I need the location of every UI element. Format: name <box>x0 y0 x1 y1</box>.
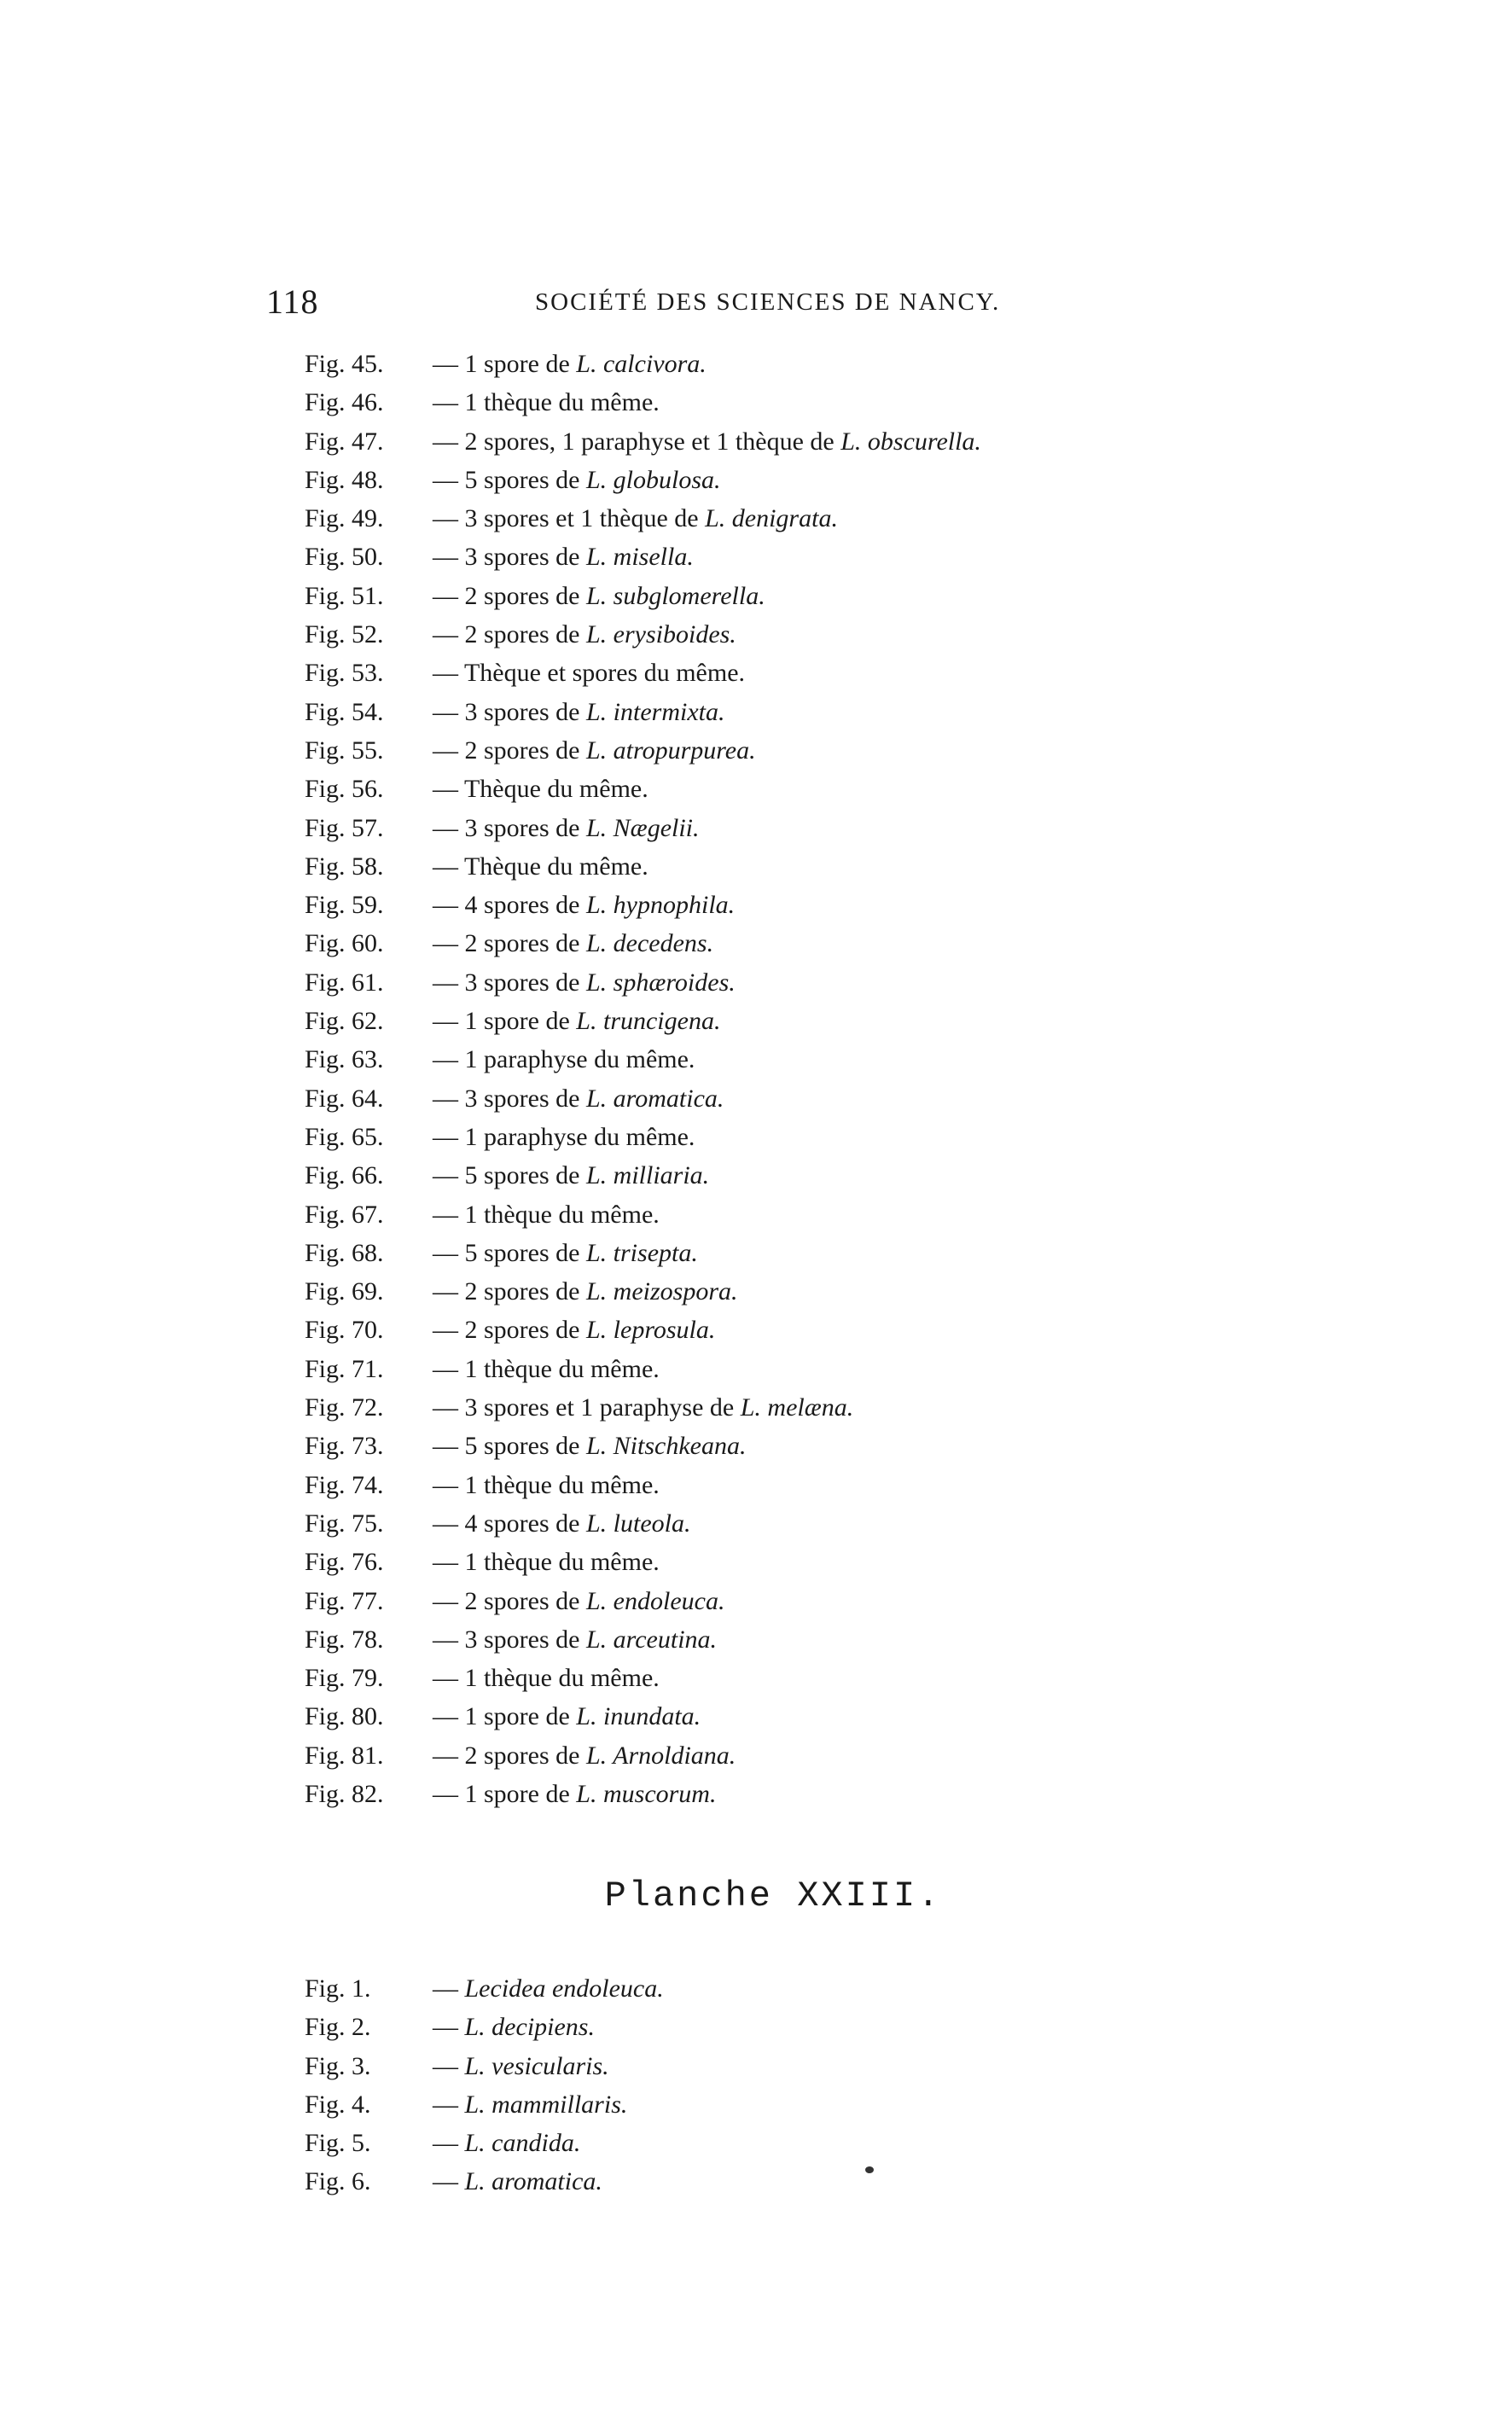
species-name: L. inundata. <box>576 1702 701 1731</box>
figure-caption <box>305 1504 981 1543</box>
figure-description: — 3 spores de <box>433 697 586 726</box>
species-name: L. misella. <box>585 543 694 572</box>
figure-label: Fig. 67. <box>305 1200 384 1229</box>
species-name: L. candida. <box>464 2129 581 2158</box>
species-name: Lecidea endoleuca. <box>464 1974 664 2003</box>
figure-description: — 2 spores de <box>433 620 586 649</box>
figure-caption <box>305 2124 664 2162</box>
figure-description: — 1 thèque du même. <box>433 1664 660 1693</box>
figure-label: Fig. 77. <box>305 1586 384 1615</box>
figure-label: Fig. 54. <box>305 697 384 726</box>
figure-label: Fig. 64. <box>305 1084 384 1113</box>
figure-label: Fig. 46. <box>305 388 384 417</box>
figure-description: — 4 spores de <box>433 891 586 920</box>
species-name: L. globulosa. <box>585 465 721 494</box>
figure-label: Fig. 82. <box>305 1779 384 1808</box>
figure-caption <box>305 1659 981 1697</box>
figure-description: — 1 paraphyse du même. <box>433 1122 695 1151</box>
species-name: L. milliaria. <box>585 1161 710 1190</box>
figure-caption <box>305 1156 981 1195</box>
figure-description: — 1 thèque du même. <box>433 1470 660 1499</box>
figure-caption <box>305 654 981 692</box>
figure-label: Fig. 51. <box>305 581 384 610</box>
figure-description: — 1 spore de <box>433 1779 577 1808</box>
figure-description: — 3 spores de <box>433 543 586 572</box>
figure-caption <box>305 461 981 499</box>
species-name: L. subglomerella. <box>585 581 765 610</box>
figure-description: — 2 spores de <box>433 1277 586 1306</box>
figure-caption <box>305 615 981 654</box>
species-name: L. atropurpurea. <box>585 736 756 765</box>
figure-caption <box>305 1272 981 1311</box>
figure-description: — 1 spore de <box>433 350 577 378</box>
species-name: L. leprosula. <box>585 1316 716 1345</box>
figure-label: Fig. 55. <box>305 736 384 765</box>
figure-label: Fig. 49. <box>305 504 384 533</box>
figure-caption <box>305 1195 981 1234</box>
figure-label: Fig. 76. <box>305 1548 384 1577</box>
figure-caption <box>305 1697 981 1736</box>
species-name: L. vesicularis. <box>464 2051 609 2080</box>
figure-description: — 1 spore de <box>433 1702 577 1731</box>
species-name: L. trisepta. <box>585 1238 698 1267</box>
species-name: L. decipiens. <box>464 2013 595 2042</box>
figure-caption <box>305 963 981 1002</box>
figure-description: — 3 spores et 1 paraphyse de <box>433 1393 741 1422</box>
figure-label: Fig. 58. <box>305 852 384 881</box>
running-head <box>266 282 1034 333</box>
figure-caption <box>305 1466 981 1504</box>
species-name: L. obscurella. <box>840 427 981 456</box>
species-name: L. aromatica. <box>585 1084 724 1113</box>
figure-label: Fig. 81. <box>305 1741 384 1770</box>
figure-description: — 2 spores de <box>433 1741 586 1770</box>
figure-caption <box>305 693 981 731</box>
species-name: L. decedens. <box>585 929 714 958</box>
figure-description: — 3 spores de <box>433 1084 586 1113</box>
figure-label: Fig. 48. <box>305 465 384 494</box>
figure-caption <box>305 1620 981 1659</box>
figure-label: Fig. 78. <box>305 1625 384 1654</box>
figure-description: — 2 spores, 1 paraphyse et 1 thèque de <box>433 427 841 456</box>
figure-label: Fig. 53. <box>305 659 384 688</box>
figure-label: Fig. 68. <box>305 1238 384 1267</box>
figure-label: Fig. 59. <box>305 891 384 920</box>
figure-label: Fig. 79. <box>305 1664 384 1693</box>
figure-caption <box>305 924 981 962</box>
figure-description: — <box>433 2051 465 2080</box>
figure-description: — <box>433 2167 465 2196</box>
figure-description: — 1 spore de <box>433 1007 577 1036</box>
figure-caption <box>305 1388 981 1427</box>
figure-label: Fig. 47. <box>305 427 384 456</box>
species-name: L. sphæroides. <box>585 968 736 997</box>
figure-description: — 5 spores de <box>433 1238 586 1267</box>
figure-caption <box>305 2047 664 2085</box>
figure-description: — 2 spores de <box>433 929 586 958</box>
species-name: L. hypnophila. <box>585 891 736 920</box>
species-name: L. arceutina. <box>585 1625 718 1654</box>
figure-description: — 1 thèque du même. <box>433 388 660 417</box>
species-name: L. Arnoldiana. <box>585 1741 736 1770</box>
figure-caption <box>305 577 981 615</box>
figure-description: — 3 spores et 1 thèque de <box>433 504 706 533</box>
figure-description: — 5 spores de <box>433 465 586 494</box>
species-name: L. Nægelii. <box>585 813 700 842</box>
figure-description: — 1 thèque du même. <box>433 1354 660 1383</box>
figure-description: — 2 spores de <box>433 581 586 610</box>
figure-caption <box>305 1002 981 1040</box>
figure-caption <box>305 1079 981 1118</box>
figure-description: — 2 spores de <box>433 1586 586 1615</box>
figure-caption <box>305 1040 981 1079</box>
figure-caption <box>305 1234 981 1272</box>
species-name: L. denigrata. <box>705 504 838 533</box>
figure-description: — Thèque et spores du même. <box>433 659 746 688</box>
figure-label: Fig. 4. <box>305 2090 371 2119</box>
figure-label: Fig. 72. <box>305 1393 384 1422</box>
figure-label: Fig. 6. <box>305 2167 371 2196</box>
figure-caption <box>305 383 981 422</box>
species-name: L. intermixta. <box>585 697 725 726</box>
figure-label: Fig. 5. <box>305 2129 371 2158</box>
figure-description: — Thèque du même. <box>433 852 648 881</box>
species-name: L. erysiboides. <box>585 620 736 649</box>
figure-caption <box>305 847 981 886</box>
plate-heading <box>0 1875 1512 1916</box>
figure-caption <box>305 2085 664 2124</box>
figure-caption <box>305 1736 981 1775</box>
figure-label: Fig. 71. <box>305 1354 384 1383</box>
species-name: L. muscorum. <box>576 1779 717 1808</box>
figure-description: — 2 spores de <box>433 1316 586 1345</box>
figure-description: — 1 thèque du même. <box>433 1548 660 1577</box>
plate-figure-list <box>305 1969 664 2201</box>
figure-label: Fig. 73. <box>305 1432 384 1461</box>
species-name: L. meizospora. <box>585 1277 738 1306</box>
figure-caption <box>305 538 981 576</box>
figure-description: — 3 spores de <box>433 1625 586 1654</box>
figure-description: — <box>433 2090 465 2119</box>
figure-label: Fig. 70. <box>305 1316 384 1345</box>
figure-label: Fig. 74. <box>305 1470 384 1499</box>
figure-caption <box>305 422 981 461</box>
journal-title: SOCIÉTÉ DES SCIENCES DE NANCY. <box>535 288 1001 316</box>
figure-label: Fig. 69. <box>305 1277 384 1306</box>
species-name: L. melæna. <box>740 1393 854 1422</box>
figure-label: Fig. 63. <box>305 1045 384 1074</box>
figure-label: Fig. 57. <box>305 813 384 842</box>
figure-caption <box>305 886 981 924</box>
figure-description: — <box>433 2013 465 2042</box>
species-name: L. endoleuca. <box>585 1586 725 1615</box>
figure-description: — 4 spores de <box>433 1509 586 1538</box>
figure-caption <box>305 1543 981 1581</box>
figure-caption <box>305 1118 981 1156</box>
figure-label: Fig. 1. <box>305 1974 371 2003</box>
figure-label: Fig. 2. <box>305 2013 371 2042</box>
figure-description: — Thèque du même. <box>433 775 648 804</box>
figure-label: Fig. 60. <box>305 929 384 958</box>
species-name: L. calcivora. <box>576 350 707 378</box>
figure-caption <box>305 2162 664 2201</box>
page-number: 118 <box>266 282 319 321</box>
plate-heading-text: Planche XXIII. <box>604 1875 942 1916</box>
figure-description: — 1 paraphyse du même. <box>433 1045 695 1074</box>
species-name: L. aromatica. <box>464 2167 602 2196</box>
figure-label: Fig. 50. <box>305 543 384 572</box>
figure-label: Fig. 80. <box>305 1702 384 1731</box>
figure-label: Fig. 61. <box>305 968 384 997</box>
figure-caption <box>305 731 981 770</box>
figure-label: Fig. 75. <box>305 1509 384 1538</box>
figure-caption <box>305 345 981 383</box>
figure-label: Fig. 56. <box>305 775 384 804</box>
ink-speck <box>865 2166 874 2173</box>
figure-description: — 3 spores de <box>433 813 586 842</box>
figure-caption <box>305 1350 981 1388</box>
figure-caption <box>305 499 981 538</box>
figure-caption <box>305 1969 664 2008</box>
figure-label: Fig. 3. <box>305 2051 371 2080</box>
species-name: L. Nitschkeana. <box>585 1432 747 1461</box>
species-name: L. truncigena. <box>576 1007 721 1036</box>
figure-description: — 5 spores de <box>433 1161 586 1190</box>
figure-label: Fig. 52. <box>305 620 384 649</box>
figure-caption-list <box>305 345 981 1813</box>
species-name: L. mammillaris. <box>464 2090 628 2119</box>
figure-caption <box>305 2008 664 2046</box>
figure-description: — 3 spores de <box>433 968 586 997</box>
figure-description: — <box>433 1974 465 2003</box>
figure-caption <box>305 809 981 847</box>
figure-description: — 5 spores de <box>433 1432 586 1461</box>
figure-caption <box>305 1311 981 1349</box>
figure-label: Fig. 62. <box>305 1007 384 1036</box>
figure-label: Fig. 45. <box>305 350 384 378</box>
figure-description: — <box>433 2129 465 2158</box>
species-name: L. luteola. <box>585 1509 691 1538</box>
figure-description: — 1 thèque du même. <box>433 1200 660 1229</box>
figure-label: Fig. 66. <box>305 1161 384 1190</box>
figure-caption <box>305 770 981 808</box>
figure-caption <box>305 1427 981 1465</box>
figure-label: Fig. 65. <box>305 1122 384 1151</box>
figure-description: — 2 spores de <box>433 736 586 765</box>
figure-caption <box>305 1582 981 1620</box>
figure-caption <box>305 1775 981 1813</box>
